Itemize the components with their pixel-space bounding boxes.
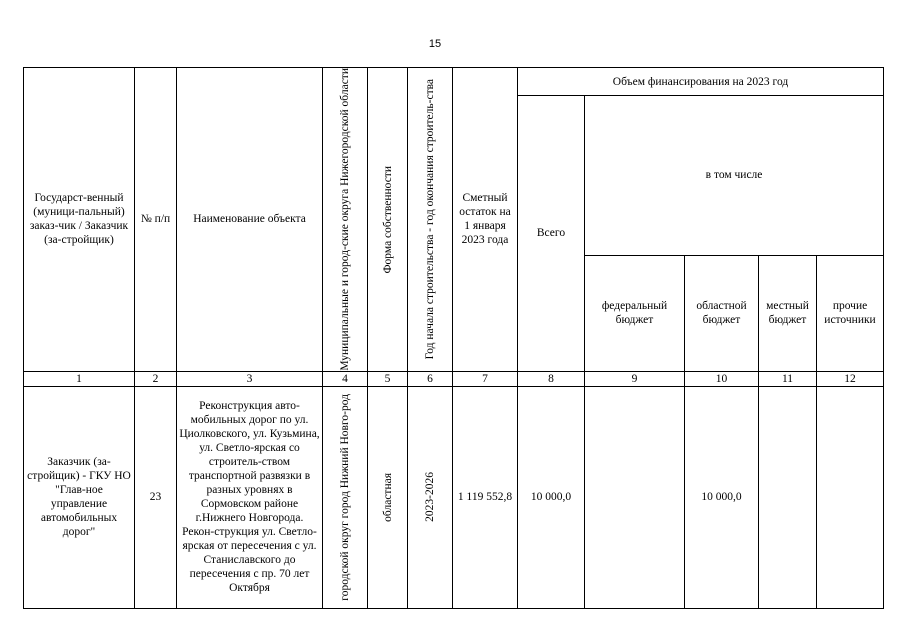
header-funding-group: Объем финансирования на 2023 год xyxy=(518,68,884,96)
header-num: № п/п xyxy=(135,68,177,372)
column-number: 5 xyxy=(368,371,408,386)
header-federal: федеральный бюджет xyxy=(585,255,685,371)
column-number: 12 xyxy=(817,371,884,386)
cell-estimate: 1 119 552,8 xyxy=(453,386,518,608)
cell-local xyxy=(759,386,817,608)
table-row xyxy=(24,386,884,608)
column-number: 10 xyxy=(685,371,759,386)
column-number-row xyxy=(24,371,884,386)
financing-table xyxy=(23,67,884,609)
column-number: 4 xyxy=(323,371,368,386)
cell-customer: Заказчик (за-стройщик) - ГКУ НО "Глав-ное управление автомобильных дорог" xyxy=(24,386,135,608)
column-number: 3 xyxy=(177,371,323,386)
cell-num: 23 xyxy=(135,386,177,608)
column-number: 1 xyxy=(24,371,135,386)
header-local: местный бюджет xyxy=(759,255,817,371)
column-number: 7 xyxy=(453,371,518,386)
header-municipality: Муниципальные и город-ские округа Нижегородской области xyxy=(323,68,368,372)
page-number: 15 xyxy=(428,38,442,50)
header-ownership: Форма собственности xyxy=(368,68,408,372)
column-number: 2 xyxy=(135,371,177,386)
header-including: в том числе xyxy=(585,96,884,256)
cell-other xyxy=(817,386,884,608)
header-estimate: Сметный остаток на 1 января 2023 года xyxy=(453,68,518,372)
header-total: Всего xyxy=(518,96,585,372)
cell-total: 10 000,0 xyxy=(518,386,585,608)
cell-years: 2023-2026 xyxy=(408,386,453,608)
header-regional: областной бюджет xyxy=(685,255,759,371)
cell-municipality: городской округ город Нижний Новго-род xyxy=(323,386,368,608)
header-years: Год начала строительства - год окончания строитель-ства xyxy=(408,68,453,372)
cell-regional: 10 000,0 xyxy=(685,386,759,608)
header-other: прочие источники xyxy=(817,255,884,371)
header-customer: Государст-венный (муници-пальный) заказ-чик / Заказчик (за-стройщик) xyxy=(24,68,135,372)
header-object-name: Наименование объекта xyxy=(177,68,323,372)
cell-object-name: Реконструкция авто-мобильных дорог по ул. Циолковского, ул. Кузьмина, ул. Светло-ярская со строитель-ством транспортной развязки в разных уровнях в Сормовском районе г.Нижнего Новгорода. Рекон-струкция ул. Светло-ярская от пересечения с ул. Станиславского до пересечения с пр. 70 лет Октября xyxy=(177,386,323,608)
cell-federal xyxy=(585,386,685,608)
column-number: 9 xyxy=(585,371,685,386)
cell-ownership: областная xyxy=(368,386,408,608)
column-number: 6 xyxy=(408,371,453,386)
column-number: 11 xyxy=(759,371,817,386)
column-number: 8 xyxy=(518,371,585,386)
